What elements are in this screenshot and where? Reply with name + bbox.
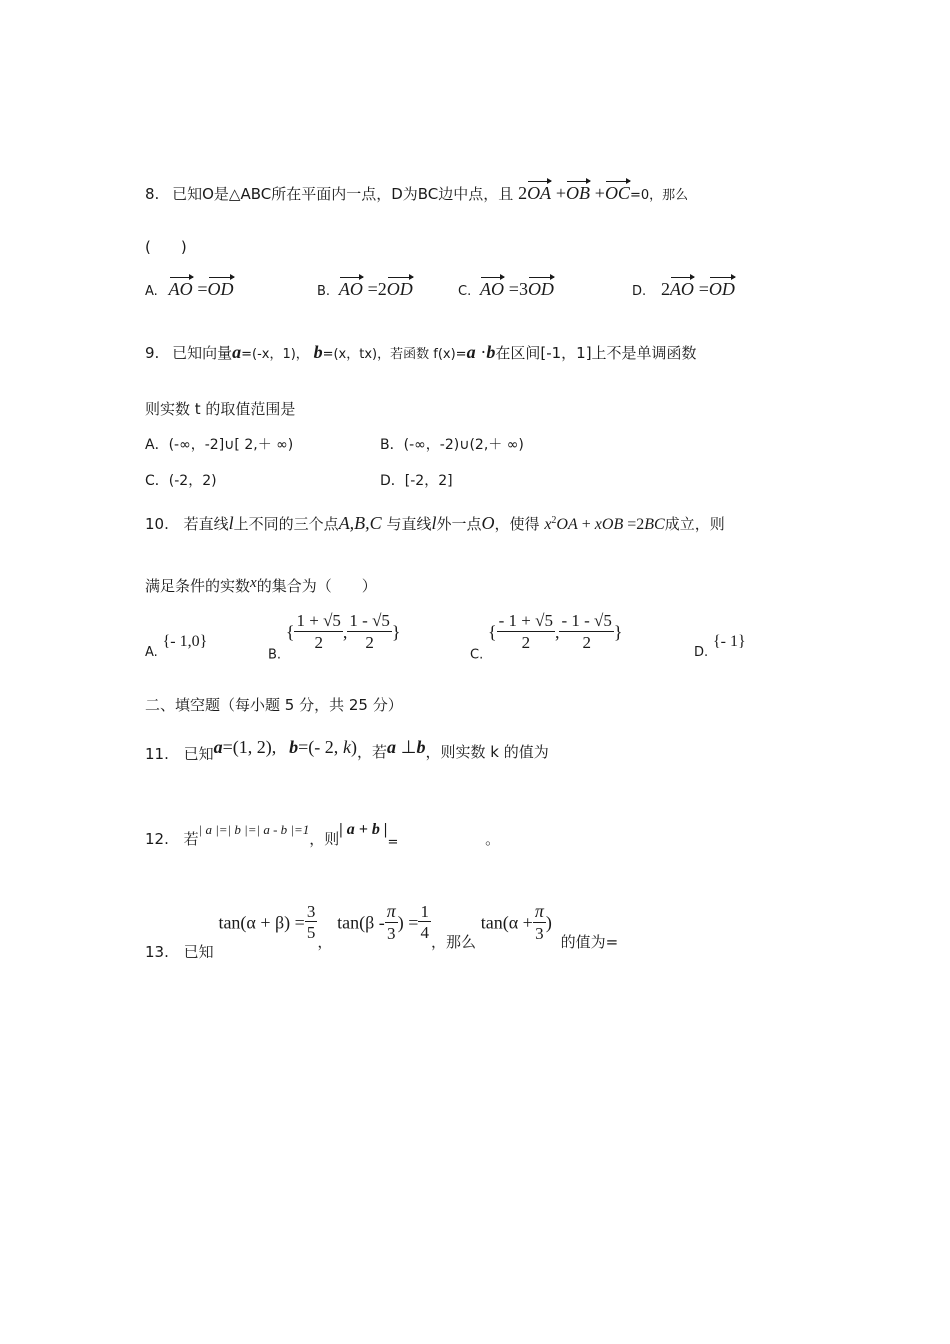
q10-eq-x2: x [594,516,602,533]
q8-number: 8. [145,185,160,203]
q8-option-c-eq: = [508,279,519,299]
section-2-heading: 二、填空题（每小题 5 分，共 25 分） [145,696,403,714]
q8-option-b-label: B. [317,284,331,299]
q10-eq-equals: =2 [623,516,645,533]
q10-eq-ob: OB [601,516,624,533]
q10-option-d-label: D. [694,645,709,660]
q11-close: ) [351,737,357,757]
q10-eq-x: x [544,516,552,533]
q10-option-c-num1: - 1 + √5 [498,611,553,630]
q10-text-e: ，使得 [494,515,540,533]
q10-option-b-frac1 [294,612,342,652]
q13-pi-frac2 [533,902,546,943]
q13-frac1-den: 5 [306,923,316,943]
q13-three-2: 3 [535,923,544,943]
q8-option-d-coef: 2 [660,279,670,299]
q10-text-d: 外一点 [436,515,482,533]
q10-points-abc: A,B,C [338,513,382,533]
q10-eq-sup: 2 [551,515,557,526]
q10-option-b-rbrace: } [391,621,401,642]
q9-vec-a2: a [466,342,476,362]
q13-expr2-a: tan(β - [337,912,385,933]
q12-expression: | a + b | [339,821,388,838]
q8-paren: ( ) [145,238,187,256]
q8-option-d [632,280,735,298]
q10-eq-oa: OA [556,516,578,533]
q11-vec-a: a [213,737,223,757]
q8-option-a-rhs: OD [207,279,234,299]
q8-option-c-label: C. [458,284,472,299]
q10-option-c-den1: 2 [521,632,531,652]
q10-option-b-num2: 1 - √5 [349,611,390,630]
q9-text-a: 已知向量 [172,344,233,362]
q8-point-o: O [202,185,214,203]
q10-option-c-rbrace: } [613,621,623,642]
q13-three-1: 3 [387,923,396,943]
q8-option-a-lhs: AO [168,279,193,299]
q11-vec-a2: a [387,737,397,757]
q10-option-d [694,634,746,659]
q10-option-d-value: {- 1} [712,633,746,650]
q8-vec-ob: OB [566,183,590,203]
q13-frac2 [418,903,431,943]
q13-text-a: 已知 [183,942,214,961]
q9-option-a: A．(-∞，-2]∪[ 2,＋ ∞) [145,437,294,453]
q11-k: k [343,737,351,757]
q10-option-b-num1: 1 + √5 [296,611,341,630]
q8-option-d-rhs: OD [708,279,735,299]
q10-option-b-den1: 2 [314,632,323,652]
q8-option-c-coef: 3 [518,279,528,299]
q11-vec-b2: b [416,737,426,757]
q9-dot: · [480,342,487,362]
q13-pi-frac1 [385,902,398,943]
q13-expr3-a: tan(α + [480,912,533,933]
q10-option-b-label: B. [268,647,282,663]
q10-option-b-comma: , [342,621,348,642]
q13-number: 13. [145,942,169,961]
q11-line [145,738,549,762]
q10-option-c-den2: 2 [582,632,591,652]
q10-point-o: O [481,513,495,533]
q10-option-c-frac1 [497,612,555,652]
q12-condition: | a |=| b |=| a - b |=1 [198,822,310,837]
q8-option-a-label: A. [145,284,158,299]
q12-end: 。 [485,830,501,848]
q8-text-c: =0，那么 [629,188,689,203]
q12-number: 12. [145,830,169,848]
q8-option-a [145,280,234,298]
q10-option-c-comma: , [554,621,560,642]
q13-frac2-num: 1 [420,901,429,921]
q13-frac1 [305,903,318,943]
q13-line [145,902,618,960]
q8-vec-oc: OC [604,183,630,203]
q10-option-b [268,612,401,661]
q9-text-d: 在区间[-1，1]上不是单调函数 [495,344,697,362]
q11-perp: ⊥ [400,737,417,757]
q8-text-b: 是△ABC所在平面内一点，D为BC边中点，且 [213,185,514,203]
q10-line1 [145,514,725,533]
q13-pi-1: π [386,901,396,921]
q9-line2: 则实数 t 的取值范围是 [145,400,296,418]
q10-text-b: 上不同的三个点 [233,515,339,533]
q10-option-b-frac2 [347,612,392,652]
q9-line1 [145,343,697,361]
q11-a-val: =(1, 2), [222,737,277,757]
q8-vec-oa: OA [527,183,552,203]
q11-text-b: ，若 [357,743,388,761]
q10-text-a: 若直线 [183,515,229,533]
q12-text-b: ，则 [309,830,340,848]
q10-line2-b: 的集合为（ ） [256,577,377,595]
q10-option-c-num2: - 1 - √5 [561,611,612,630]
q11-text-c: ，则实数 k 的值为 [425,743,549,761]
q8-option-d-label: D. [632,284,647,299]
q9-vec-b2: b [486,342,496,362]
q12-line [145,822,500,849]
q8-option-b-eq: = [367,279,378,299]
q13-expr1: tan(α + β) = [218,912,305,933]
q10-number: 10. [145,515,169,533]
q9-text-b: =(-x，1)， [241,347,309,362]
q10-option-a [145,634,207,659]
q12-eq: = [387,835,399,850]
q11-number: 11. [145,745,169,763]
q13-expr3-b: ) [545,912,552,933]
q8-option-d-eq: = [698,279,709,299]
q8-option-b-lhs: AO [338,279,363,299]
q8-plus2: + [594,183,605,203]
q13-text-c: 的值为= [560,932,619,951]
q13-text-b: ，那么 [430,932,476,951]
q11-text-a: 已知 [183,745,214,763]
q8-text-a: 已知 [172,185,203,203]
q10-option-b-lbrace: { [285,621,295,642]
q10-text-c: 与直线 [386,515,432,533]
q8-option-d-lhs: AO [669,279,694,299]
q13-frac1-num: 3 [306,901,316,921]
q10-line2-x: x [250,575,257,591]
q10-option-c-frac2 [559,612,613,652]
q8-option-c-lhs: AO [480,279,504,299]
q13-sep1: ， [317,932,333,951]
q10-line-l: l [228,513,234,533]
q10-text-f: 成立，则 [664,515,725,533]
q8-coef: 2 [518,183,528,203]
q11-vec-b: b [289,737,299,757]
q8-option-c-rhs: OD [527,279,554,299]
q13-expr2-b: ) = [397,912,419,933]
q10-line2-a: 满足条件的实数 [145,577,251,595]
q9-vec-b: b [313,342,323,362]
q11-b-val: =(- 2, [298,737,339,757]
q8-line1 [145,184,688,202]
q10-line-l2: l [431,513,437,533]
q10-eq-plus: + [577,516,595,533]
q8-option-a-eq: = [197,279,208,299]
q10-option-b-den2: 2 [365,632,374,652]
q8-option-b [317,280,413,298]
q13-frac2-den: 4 [420,923,429,943]
q13-pi-2: π [534,901,544,921]
q8-option-b-coef: 2 [377,279,387,299]
q9-vec-a: a [232,342,242,362]
q9-option-b: B．(-∞，-2)∪(2,＋ ∞) [380,437,524,453]
q9-number: 9. [145,344,160,362]
q9-option-d: D．[-2，2] [380,473,453,489]
q10-option-c-lbrace: { [488,621,497,642]
q10-option-a-value: {- 1,0} [162,633,208,650]
q9-text-c: =(x，tx)，若函数 f(x)= [322,347,467,362]
q10-eq-bc: BC [644,516,665,533]
q8-plus1: + [555,183,566,203]
q8-option-b-rhs: OD [386,279,413,299]
q10-option-c [470,612,623,661]
q10-line2 [145,576,377,594]
q10-option-a-label: A. [145,645,158,660]
q8-option-c [458,280,554,298]
q10-option-c-label: C. [470,647,484,663]
q12-text-a: 若 [183,830,199,848]
q9-option-c: C．(-2，2) [145,473,217,489]
